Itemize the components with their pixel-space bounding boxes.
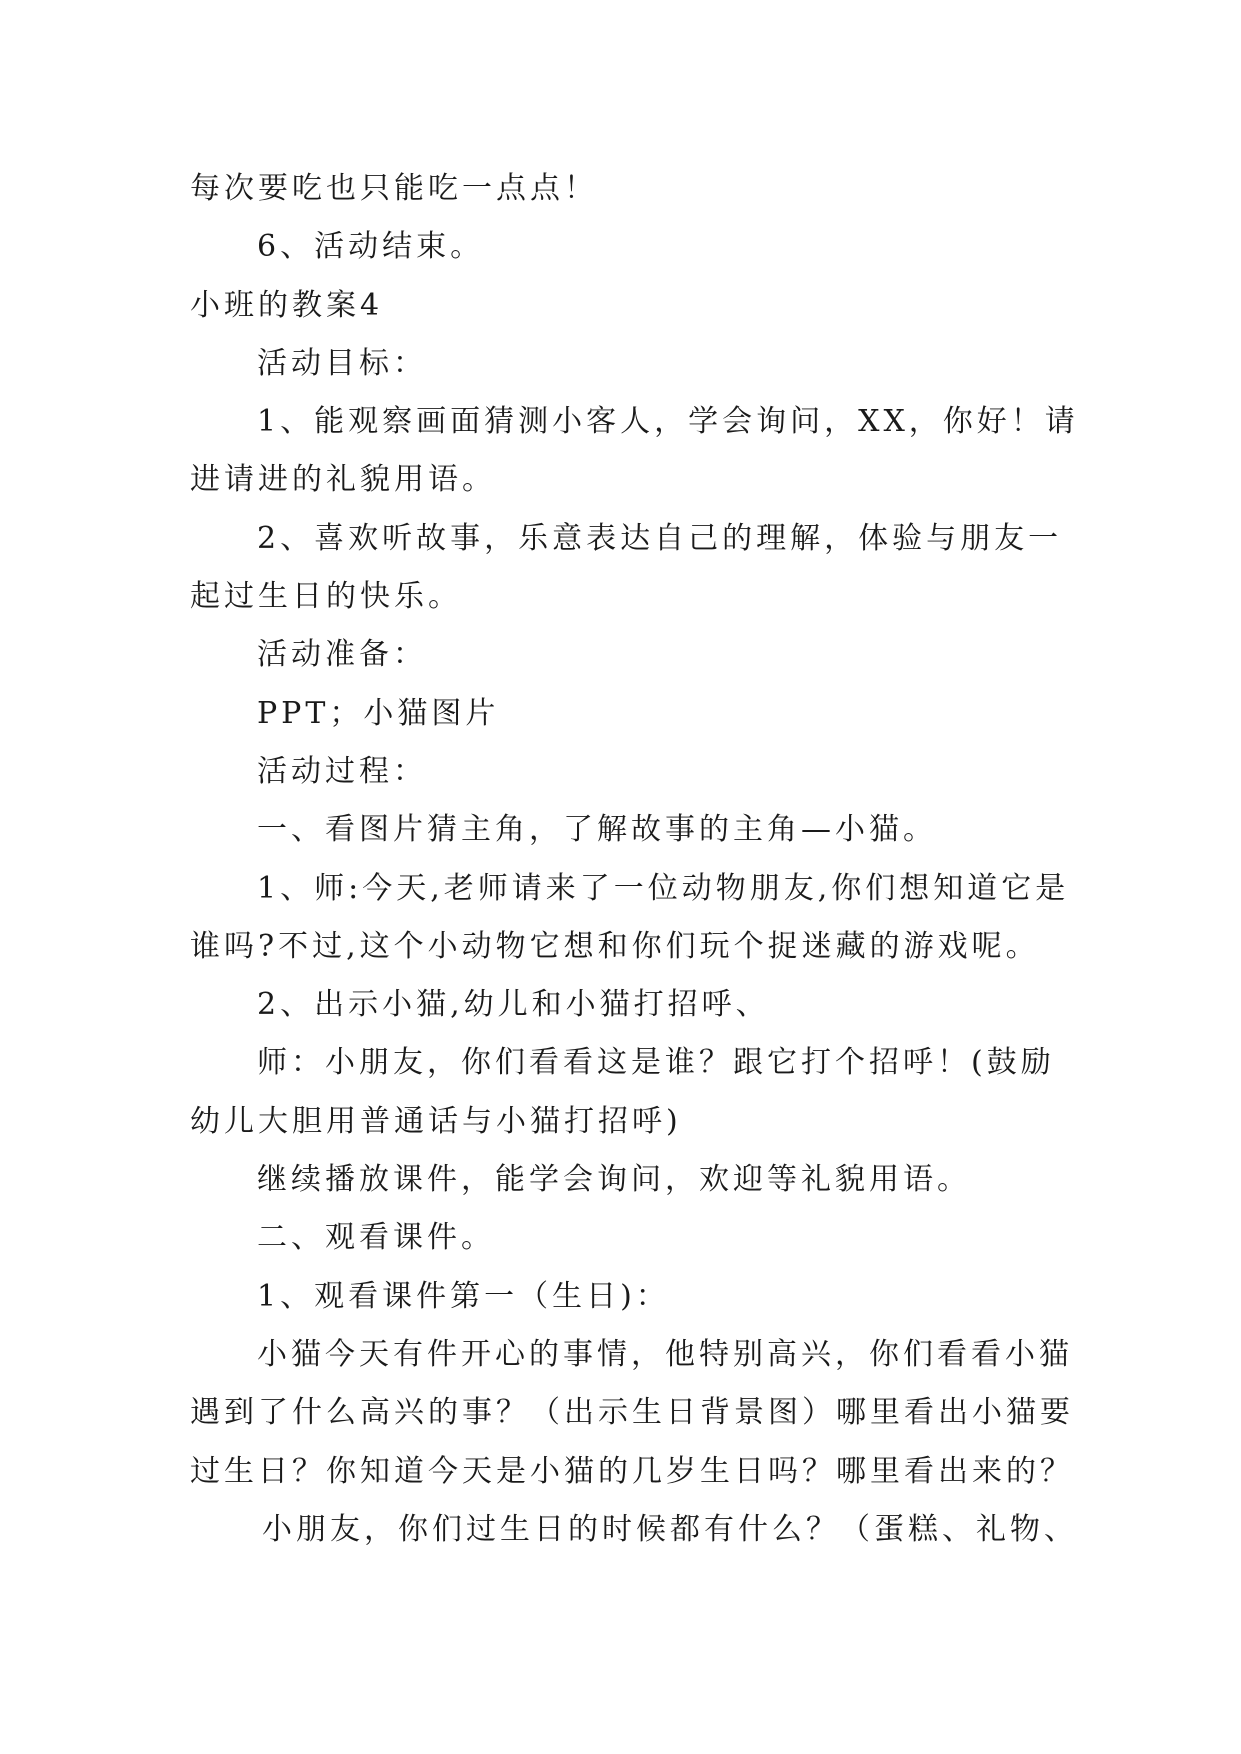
text-line: 继续播放课件，能学会询问，欢迎等礼貌用语。	[257, 1162, 971, 1198]
text-line: 1、能观察画面猜测小客人，学会询问，XX，你好！请	[257, 404, 1079, 440]
text-line: 每次要吃也只能吃一点点！	[190, 171, 598, 206]
subheading-process: 活动过程：	[257, 753, 427, 789]
text-line: 2、出示小猫,幼儿和小猫打招呼、	[257, 987, 770, 1023]
text-line: 起过生日的快乐。	[190, 579, 462, 615]
text-line: 进请进的礼貌用语。	[190, 462, 496, 498]
text-line: 师：小朋友，你们看看这是谁？跟它打个招呼！(鼓励	[257, 1045, 1055, 1081]
text-line: 遇到了什么高兴的事？（出示生日背景图）哪里看出小猫要	[190, 1395, 1074, 1431]
section-heading: 小班的教案4	[190, 287, 384, 323]
text-line: 1、观看课件第一（生日)：	[257, 1278, 670, 1314]
text-line: 一、看图片猜主角，了解故事的主角—小猫。	[257, 812, 937, 848]
subheading-preparation: 活动准备：	[257, 637, 427, 673]
text-line: PPT；小猫图片	[257, 695, 500, 731]
text-line: 过生日？你知道今天是小猫的几岁生日吗？哪里看出来的？	[190, 1453, 1074, 1489]
text-line: 二、观看课件。	[257, 1220, 495, 1256]
text-line: 小朋友，你们过生日的时候都有什么？（蛋糕、礼物、	[262, 1511, 1078, 1547]
text-line: 2、喜欢听故事，乐意表达自己的理解，体验与朋友一	[257, 520, 1063, 556]
text-line: 幼儿大胆用普通话与小猫打招呼)	[190, 1103, 682, 1139]
text-line: 谁吗?不过,这个小动物它想和你们玩个捉迷藏的游戏呢。	[190, 928, 1040, 964]
text-line: 1、师:今天,老师请来了一位动物朋友,你们想知道它是	[257, 870, 1070, 906]
text-line: 6、活动结束。	[257, 229, 485, 265]
document-body	[190, 160, 1079, 1559]
subheading-goals: 活动目标：	[257, 345, 427, 381]
text-line: 小猫今天有件开心的事情，他特别高兴，你们看看小猫	[257, 1336, 1073, 1372]
